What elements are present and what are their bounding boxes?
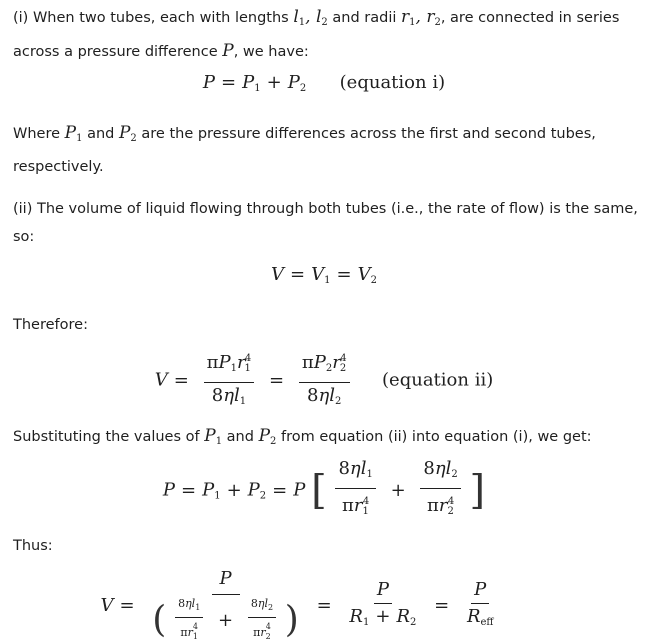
fraction-final-1: P ( $\frac{8\eta l_1}{\pi r_1^4}$ + $\frac{8\eta l_2}{\pi r_2^4}$ ) [152, 568, 299, 641]
equation-substituted: $P = P_1 + P_2 = P$ [ $\frac{8\eta l_1}{\pi r_1^4}$ + $\frac{8\eta l_2}{\pi r_2^4}$ ] [0, 458, 648, 523]
part-ii-paragraph: (ii) The volume of liquid flowing through both tubes (i.e., the rate of flow) is the same, so: [13, 201, 638, 245]
equation-i: $P = P_1 + P_2$ (equation i) [202, 72, 446, 94]
equation-flow-equal: $V = V_1 = V_2$ [271, 264, 377, 286]
fraction-resistance-1: $\frac{8\eta l_1}{\pi r_1^4}$ [335, 458, 375, 523]
equation-i-label: (equation i) [339, 72, 446, 93]
thus-label: Thus: [13, 538, 53, 554]
equation-final: V = P ( $\frac{8\eta l_1}{\pi r_1^4}$ + $\frac{8\eta l_2}{\pi r_2^4}$ ) = $\frac{P}{R_1 + R_2}$ = $\frac{P}{R_{eff}}$ [0, 568, 624, 644]
fraction-resistance-2: $\frac{8\eta l_2}{\pi r_2^4}$ [420, 458, 460, 523]
math-r1-r2: $r_1$, $r_2$ [401, 7, 441, 28]
substituting-paragraph: Substituting the values of $P_1$ and $P_2$ from equation (ii) into equation (i), we get: [13, 426, 592, 447]
fraction-v1: $\frac{\pi P_1r_1^4}{8\eta l_1}$ [204, 348, 255, 413]
fraction-v2: $\frac{\pi P_2r_2^4}{8\eta l_2}$ [299, 348, 350, 413]
equation-ii-label: (equation ii) [382, 369, 494, 391]
fraction-final-3: $\frac{P}{R_{eff}}$ [466, 578, 494, 628]
equation-ii: V = $\frac{\pi P_1r_1^4}{8\eta l_1}$ = $\frac{\pi P_2r_2^4}{8\eta l_2}$ (equation ii) [0, 348, 648, 413]
intro-paragraph: (i) When two tubes, each with lengths $l_1$, $l_2$ and radii $r_1$, $r_2$, are connected in series across a pressure difference P, we have: [13, 7, 620, 61]
where-paragraph: Where $P_1$ and $P_2$ are the pressure differences across the first and second tubes, respectively. [13, 123, 596, 175]
therefore-label: Therefore: [13, 317, 88, 333]
math-l1-l2: $l_1$, $l_2$ [293, 7, 328, 28]
fraction-final-2: $\frac{P}{R_1 + R_2}$ [349, 578, 417, 628]
